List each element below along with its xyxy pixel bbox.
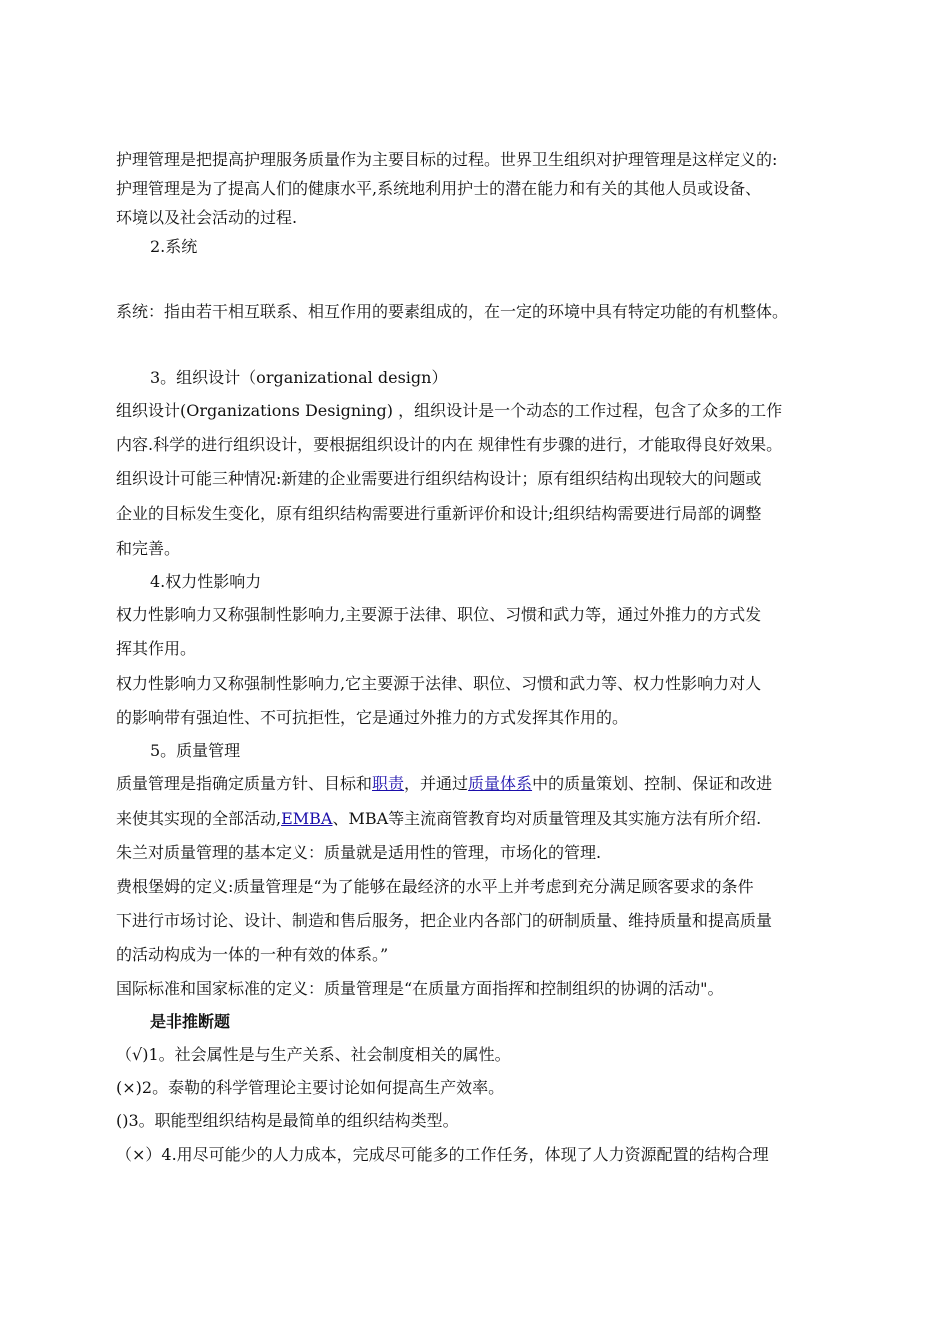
- heading-system: 2.系统: [150, 237, 198, 256]
- heading-quality-management: 5。质量管理: [150, 741, 241, 760]
- paragraph-nursing-line2: 护理管理是为了提高人们的健康水平,系统地利用护士的潜在能力和有关的其他人员或设备、: [116, 179, 762, 198]
- link-responsibility[interactable]: 职责: [372, 774, 405, 793]
- paragraph-quality-line2: [116, 809, 761, 829]
- paragraph-quality-feigenbaum-line2: 下进行市场讨论、设计、制造和售后服务，把企业内各部门的研制质量、维持质量和提高质量: [116, 911, 773, 930]
- paragraph-quality-feigenbaum-line3: 的活动构成为一体的一种有效的体系。”: [116, 945, 389, 964]
- quality-line1-text-b: ，并通过: [404, 774, 469, 793]
- paragraph-quality-feigenbaum-line1: 费根堡姆的定义:质量管理是“为了能够在最经济的水平上并考虑到充分满足顾客要求的条件: [116, 877, 754, 896]
- true-false-question-3: ()3。职能型组织结构是最简单的组织结构类型。: [116, 1111, 459, 1130]
- paragraph-power-line1: 权力性影响力又称强制性影响力,主要源于法律、职位、习惯和武力等，通过外推力的方式发: [116, 605, 762, 624]
- quality-line2-text-a: 来使其实现的全部活动,: [116, 809, 282, 828]
- paragraph-org-design-line5: 和完善。: [116, 539, 181, 558]
- heading-organizational-design: 3。组织设计（organizational design）: [150, 368, 448, 387]
- quality-line1-text-c: 中的质量策划、控制、保证和改进: [532, 774, 773, 793]
- quality-line2-text-b: 、MBA等主流商管教育均对质量管理及其实施方法有所介绍.: [332, 809, 762, 828]
- paragraph-power-line3: 权力性影响力又称强制性影响力,它主要源于法律、职位、习惯和武力等、权力性影响力对人: [116, 674, 762, 693]
- paragraph-org-design-line1: 组织设计(Organizations Designing) ，组织设计是一个动态的工作过程，包含了众多的工作: [116, 401, 783, 420]
- quality-line1-text-a: 质量管理是指确定质量方针、目标和: [116, 774, 373, 793]
- section-heading-true-false: 是非推断题: [150, 1012, 231, 1031]
- paragraph-org-design-line4: 企业的目标发生变化，原有组织结构需要进行重新评价和设计;组织结构需要进行局部的调整: [116, 504, 762, 523]
- paragraph-quality-line1: [116, 774, 772, 794]
- paragraph-power-line2: 挥其作用。: [116, 639, 197, 658]
- paragraph-quality-iso: 国际标准和国家标准的定义：质量管理是“在质量方面指挥和控制组织的协调的活动"。: [116, 979, 724, 998]
- paragraph-nursing-line1: 护理管理是把提高护理服务质量作为主要目标的过程。世界卫生组织对护理管理是这样定义的:: [116, 150, 778, 169]
- paragraph-power-line4: 的影响带有强迫性、不可抗拒性，它是通过外推力的方式发挥其作用的。: [116, 708, 629, 727]
- true-false-question-2: (×)2。泰勒的科学管理论主要讨论如何提高生产效率。: [116, 1078, 505, 1097]
- paragraph-org-design-line3: 组织设计可能三种情况:新建的企业需要进行组织结构设计；原有组织结构出现较大的问题或: [116, 469, 762, 488]
- heading-power-influence: 4.权力性影响力: [150, 572, 262, 591]
- link-quality-system[interactable]: 质量体系: [468, 774, 533, 793]
- true-false-question-4: （×）4.用尽可能少的人力成本，完成尽可能多的工作任务，体现了人力资源配置的结构合理: [116, 1145, 769, 1164]
- paragraph-org-design-line2: 内容.科学的进行组织设计，要根据组织设计的内在 规律性有步骤的进行，才能取得良好效果。: [116, 435, 783, 454]
- paragraph-nursing-line3: 环境以及社会活动的过程.: [116, 208, 298, 227]
- true-false-question-1: （√)1。社会属性是与生产关系、社会制度相关的属性。: [116, 1045, 511, 1064]
- link-emba[interactable]: EMBA: [281, 809, 333, 828]
- paragraph-quality-juran: 朱兰对质量管理的基本定义：质量就是适用性的管理，市场化的管理.: [116, 843, 602, 862]
- paragraph-system: 系统：指由若干相互联系、相互作用的要素组成的，在一定的环境中具有特定功能的有机整体。: [116, 302, 789, 321]
